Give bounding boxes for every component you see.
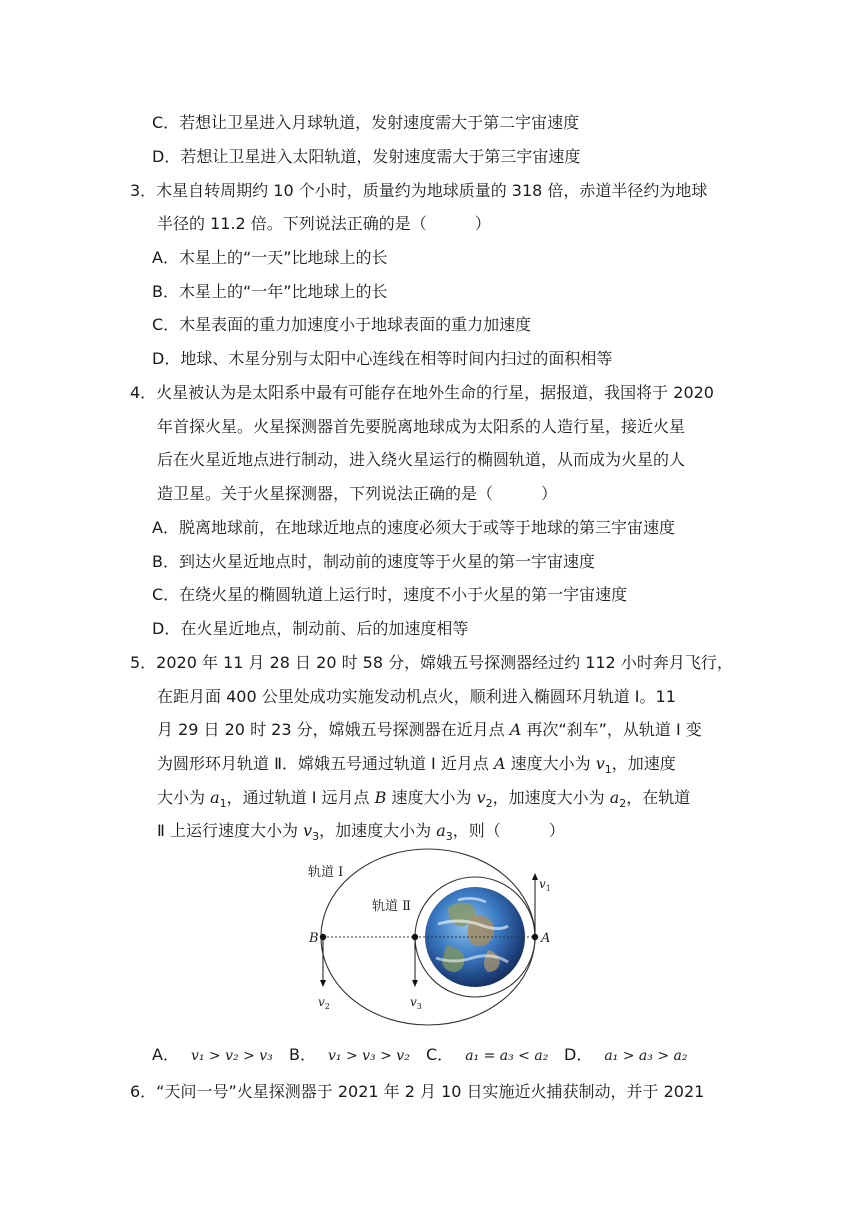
v1-label: $v_1$ bbox=[539, 877, 551, 893]
q5-answer-a: A． v₁ > v₂ > v₃ bbox=[152, 1045, 273, 1064]
q5-stem-line6: Ⅱ 上运行速度大小为 $v_3$，加速度大小为 $a_3$，则（ ） bbox=[157, 821, 565, 844]
q4-stem-line4: 造卫星。关于火星探测器，下列说法正确的是（ ） bbox=[157, 484, 558, 503]
q4-stem-line2: 年首探火星。火星探测器首先要脱离地球成为太阳系的人造行星，接近火星 bbox=[157, 417, 686, 436]
q2-option-c: C．若想让卫星进入月球轨道，发射速度需大于第二宇宙速度 bbox=[152, 113, 580, 132]
q3-option-b: B．木星上的“一年”比地球上的长 bbox=[152, 282, 388, 301]
q4-option-d: D．在火星近地点，制动前、后的加速度相等 bbox=[152, 619, 469, 638]
q3-stem-line1: 3．木星自转周期约 10 个小时，质量约为地球质量的 318 倍，赤道半径约为地球 bbox=[130, 181, 708, 200]
q5-stem-line4: 为圆形环月轨道 Ⅱ．嫦娥五号通过轨道 Ⅰ 近月点 A 速度大小为 $v_1$，加速度 bbox=[157, 754, 676, 777]
orbit-2-label: 轨道 Ⅱ bbox=[372, 899, 411, 914]
q5-stem-line2: 在距月面 400 公里处成功实施发动机点火，顺利进入椭圆环月轨道 Ⅰ。11 bbox=[157, 687, 676, 706]
q2-option-d: D．若想让卫星进入太阳轨道，发射速度需大于第三宇宙速度 bbox=[152, 147, 581, 166]
q3-option-d: D．地球、木星分别与太阳中心连线在相等时间内扫过的面积相等 bbox=[152, 349, 613, 368]
q4-option-c: C．在绕火星的椭圆轨道上运行时，速度不小于火星的第一宇宙速度 bbox=[152, 585, 628, 604]
point-b-label: B bbox=[309, 931, 319, 946]
q5-answer-c: C． a₁ = a₃ < a₂ bbox=[426, 1045, 549, 1064]
q5-answer-b: B． v₁ > v₃ > v₂ bbox=[289, 1045, 410, 1064]
orbit-1-label: 轨道 Ⅰ bbox=[308, 865, 344, 880]
q4-option-a: A．脱离地球前，在地球近地点的速度必须大于或等于地球的第三宇宙速度 bbox=[152, 518, 675, 537]
q3-option-a: A．木星上的“一天”比地球上的长 bbox=[152, 248, 388, 267]
q5-stem-line1: 5．2020 年 11 月 28 日 20 时 58 分，嫦娥五号探测器经过约 112 小时奔月飞行， bbox=[130, 653, 733, 672]
q4-stem-line1: 4．火星被认为是太阳系中最有可能存在地外生命的行星，据报道，我国将于 2020 bbox=[130, 383, 714, 402]
v3-label: $v_3$ bbox=[410, 995, 422, 1011]
q4-option-b: B．到达火星近地点时，制动前的速度等于火星的第一宇宙速度 bbox=[152, 552, 595, 571]
q5-answer-d: D． a₁ > a₃ > a₂ bbox=[564, 1045, 688, 1064]
q5-stem-line3: 月 29 日 20 时 23 分，嫦娥五号探测器在近月点 A 再次“刹车”，从轨道 Ⅰ 变 bbox=[157, 720, 702, 739]
q6-stem-line1: 6．“天问一号”火星探测器于 2021 年 2 月 10 日实施近火捕获制动，并于 2021 bbox=[130, 1082, 705, 1101]
q5-answer-options bbox=[0, 1042, 860, 1062]
orbit-figure bbox=[298, 846, 560, 1028]
q4-stem-line3: 后在火星近地点进行制动，进入绕火星运行的椭圆轨道，从而成为火星的人 bbox=[157, 450, 686, 469]
q5-stem-line5: 大小为 $a_1$，通过轨道 Ⅰ 远月点 B 速度大小为 $v_2$，加速度大小为 $a_2$，在轨道 bbox=[157, 788, 691, 811]
point-a-label: A bbox=[541, 931, 551, 946]
q3-option-c: C．木星表面的重力加速度小于地球表面的重力加速度 bbox=[152, 315, 532, 334]
v2-label: $v_2$ bbox=[318, 995, 330, 1011]
q3-stem-line2: 半径的 11.2 倍。下列说法正确的是（ ） bbox=[157, 214, 491, 233]
